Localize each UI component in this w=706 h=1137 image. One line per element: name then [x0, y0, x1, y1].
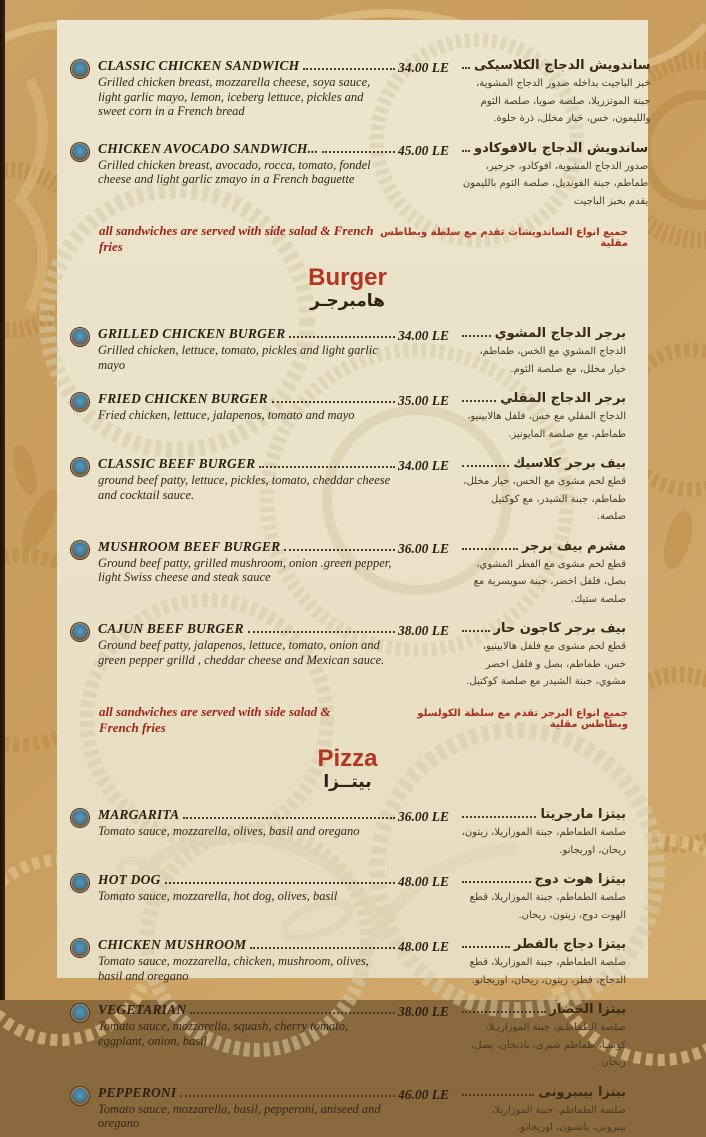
- item-desc-en: Tomato sauce, mozzarella, chicken, mushroom, olives, basil and oregano: [98, 954, 369, 983]
- item-title-en: MARGARITA: [98, 807, 180, 823]
- section-header-pizza: [65, 746, 630, 793]
- section-title-en: Pizza: [317, 744, 378, 772]
- brand-seal-icon: [71, 1087, 89, 1105]
- item-price: 45.00 LE: [398, 142, 450, 158]
- section-title-en: Burger: [308, 264, 387, 291]
- menu-item-row: [65, 391, 630, 443]
- item-desc-en: Grilled chicken breast, mozzarella cheese, soya sauce, light garlic mayo, lemon, iceberg lettuce, pickles and sweet corn in a French bread: [98, 75, 371, 118]
- dotted-leader: [303, 68, 395, 70]
- item-title-en: CHICKEN MUSHROOM: [98, 937, 247, 953]
- serving-note-en: all sandwiches are served with side salad & French fries: [99, 703, 331, 735]
- item-title-en: GRILLED CHICKEN BURGER: [98, 326, 286, 342]
- item-title-ar: بيف برجر كلاسيك: [513, 456, 626, 472]
- item-price: 38.00 LE: [398, 1004, 450, 1020]
- item-price: 46.00 LE: [398, 1086, 450, 1102]
- menu-item-row: [65, 937, 630, 989]
- item-title-en: HOT DOG: [98, 872, 161, 888]
- section-header-burger: [65, 265, 630, 312]
- item-price: 34.00 LE: [398, 458, 450, 474]
- item-desc-en: Grilled chicken breast, avocado, rocca, tomato, fondel cheese and light garlic zmayo in a French baguette: [98, 157, 371, 186]
- item-title-ar: مشرم بيف برجر: [521, 538, 626, 554]
- dotted-leader: [462, 67, 470, 69]
- item-title-ar: بيتزا هوت دوج: [534, 872, 626, 888]
- dotted-leader: [462, 548, 518, 550]
- item-title-en: CHICKEN AVOCADO SANDWICH...: [98, 140, 319, 156]
- brand-seal-icon: [71, 328, 89, 346]
- dotted-leader: [462, 816, 536, 818]
- item-price: 36.00 LE: [398, 809, 450, 825]
- item-desc-en: Tomato sauce, mozzarella, olives, basil and oregano: [98, 824, 360, 839]
- dotted-leader: [462, 1094, 534, 1096]
- item-title-en: CLASSIC BEEF BURGER: [98, 456, 256, 472]
- item-price: 34.00 LE: [398, 60, 450, 75]
- dotted-leader: [180, 1095, 395, 1097]
- item-desc-ar: الدجاج المقلي مع خس، فلفل هالابينيو، طماطم، مع صلصة المايونيز.: [467, 411, 626, 440]
- item-title-ar: بيف برجر كاجون حار: [493, 621, 626, 637]
- item-price: 36.00 LE: [398, 540, 450, 556]
- item-title-en: MUSHROOM BEEF BURGER: [98, 538, 281, 554]
- item-desc-en: Tomato sauce, mozzarella, basil, pepperoni, aniseed and oregano: [98, 1101, 381, 1131]
- page-edge-shadow: [0, 0, 5, 1000]
- dotted-leader: [462, 465, 509, 467]
- item-desc-en: ground beef patty, lettuce, pickles, tomato, cheddar cheese and cocktail sauce.: [98, 473, 391, 502]
- item-desc-ar: صلصة الطماطـم، جبنة الموزاريـلا، كوسـا، طماطم شيرى، باذنجان، بصل، ريحان.: [471, 1022, 626, 1069]
- dotted-leader: [248, 631, 395, 633]
- dotted-leader: [250, 947, 395, 949]
- menu-item-row: [65, 1002, 630, 1072]
- serving-note-en: all sandwiches are served with side salad & French fries: [99, 223, 374, 254]
- menu-item-row: [65, 140, 649, 211]
- dotted-leader: [284, 549, 395, 551]
- item-price: 35.00 LE: [398, 393, 450, 409]
- item-desc-ar: الدجاج المشوي مع الخس، طماطم، خيار مخلل، مع صلصة الثوم.: [479, 346, 626, 375]
- item-title-ar: برجر الدجاج المقلي: [500, 391, 626, 407]
- item-title-en: CAJUN BEEF BURGER: [98, 621, 244, 637]
- dotted-leader: [190, 1012, 395, 1014]
- item-price: 34.00 LE: [398, 328, 450, 344]
- serving-note-row: [65, 704, 630, 736]
- item-title-ar: بيتزا مارجريتا: [540, 807, 626, 823]
- serving-note-ar: جميع انواع البرجر تقدم مع سلطة الكولسلو وبطاطس مقلية: [417, 707, 628, 730]
- item-desc-en: Ground beef patty, grilled mushroom, onion .green pepper, light Swiss cheese and steak sauce: [98, 555, 392, 585]
- dotted-leader: [322, 151, 395, 153]
- dotted-leader: [272, 401, 395, 403]
- item-desc-en: Tomato sauce, mozzarella, squash, cherry tomato, eggplant, onion, basil: [98, 1019, 349, 1048]
- item-desc-ar: صدور الدجاج المشوية، افوكادو، جرجير، طماطم، جبنة الفونديل، صلصة الثوم بالليمون يقدم بخبز الباجيت: [462, 160, 649, 207]
- item-title-en: CLASSIC CHICKEN SANDWICH: [98, 58, 300, 73]
- menu-content: [57, 20, 651, 1134]
- dotted-leader: [289, 336, 395, 338]
- menu-item-row: [65, 807, 630, 859]
- section-title-ar: هامبرجـر: [310, 291, 385, 312]
- menu-item-row: [65, 456, 630, 526]
- menu-item-row: [65, 1085, 630, 1137]
- brand-seal-icon: [71, 809, 89, 827]
- item-desc-ar: قطع لحم مشوى مع الفطر المشوي، بصل، فلفل اخضر، جبنة سويسرية مع صلصة ستيك.: [473, 558, 626, 605]
- brand-seal-icon: [71, 874, 89, 892]
- item-title-ar: برجر الدجاج المشوي: [494, 326, 626, 342]
- item-title-en: PEPPERONI: [98, 1084, 177, 1100]
- serving-note-row: [65, 223, 630, 255]
- brand-seal-icon: [71, 60, 89, 78]
- dotted-leader: [462, 400, 496, 402]
- menu-item-row: [65, 872, 630, 924]
- dotted-leader: [462, 1011, 546, 1013]
- dotted-leader: [165, 882, 395, 884]
- item-title-en: FRIED CHICKEN BURGER: [98, 391, 268, 407]
- dotted-leader: [462, 335, 491, 337]
- dotted-leader: [259, 466, 395, 468]
- item-desc-ar: صلصة الطماطم، جبنة الموزاريلا، زيتون، ريحان، اوريجانو.: [461, 827, 626, 856]
- dotted-leader: [462, 881, 531, 883]
- brand-seal-icon: [71, 541, 89, 559]
- brand-seal-icon: [71, 458, 89, 476]
- menu-item-row: [65, 58, 651, 128]
- brand-seal-icon: [71, 939, 89, 957]
- item-desc-ar: خبز الباجيت بداخله صدور الدجاج المشوية، جبنة الموتزريلا، صلصة صويا، صلصة الثوم والليمون، خس، خيار مخلل، ذرة حلوة.: [476, 78, 651, 124]
- item-desc-en: Grilled chicken, lettuce, tomato, pickles and light garlic mayo: [98, 343, 378, 372]
- dotted-leader: [462, 150, 470, 152]
- item-desc-ar: صلصة الطماطم، جبنة الموزاريلا، قطع الهوت دوج، زيتون، ريحان.: [469, 892, 626, 921]
- brand-seal-icon: [71, 1004, 89, 1022]
- brand-seal-icon: [71, 143, 89, 161]
- item-desc-ar: صلصة الطماطم، جبنة الموزاريلا، بيبرونى، يانسون، اوريجانو.: [491, 1104, 626, 1134]
- item-title-en: VEGETARIAN: [98, 1002, 187, 1018]
- item-title-ar: بيتزا الخضار: [549, 1002, 626, 1018]
- item-price: 48.00 LE: [398, 874, 450, 890]
- item-title-ar: بيتزا دجاج بالفطر: [513, 937, 626, 953]
- dotted-leader: [462, 946, 510, 948]
- item-price: 38.00 LE: [398, 623, 450, 639]
- menu-item-row: [65, 326, 630, 378]
- item-desc-ar: صلصة الطماطم، جبنة الموزاريلا، قطع الدجاج، فطر، زيتون، ريحان، اوريجانو.: [469, 957, 626, 986]
- dotted-leader: [462, 630, 490, 632]
- item-title-ar: ساندويش الدجاج الكلاسيكى: [474, 58, 651, 73]
- dotted-leader: [183, 817, 395, 819]
- item-desc-ar: قطع لحم مشوى مع فلفل هالابينيو، خس، طماطم، بصل و فلفل اخضر مشوي، جبنة الشيدر مع صلصة كوكتيل.: [466, 641, 626, 688]
- menu-item-row: [65, 539, 630, 609]
- serving-note-ar: جميع انواع الساندويشات تقدم مع سلطة وبطاطس مقلية: [380, 227, 628, 249]
- item-desc-ar: قطع لحم مشوى مع الخس، خيار مخلل، طماطم، جبنة الشيدر، مع كوكتيل صلصة.: [463, 476, 626, 523]
- item-title-ar: بيتزا بيبيرونى: [538, 1084, 626, 1100]
- menu-item-row: [65, 621, 630, 691]
- item-price: 48.00 LE: [398, 939, 450, 955]
- brand-seal-icon: [71, 393, 89, 411]
- item-desc-en: Tomato sauce, mozzarella, hot dog, olives, basil: [98, 889, 338, 904]
- item-title-ar: ساندويش الدجاج بالافوكادو: [474, 140, 649, 156]
- item-desc-en: Fried chicken, lettuce, jalapenos, tomato and mayo: [98, 408, 355, 423]
- section-title-ar: بيتــزا: [323, 771, 372, 792]
- item-desc-en: Ground beef patty, jalapenos, lettuce, tomato, onion and green pepper grilld , cheddar cheese and Mexican sauce.: [98, 638, 385, 667]
- brand-seal-icon: [71, 623, 89, 641]
